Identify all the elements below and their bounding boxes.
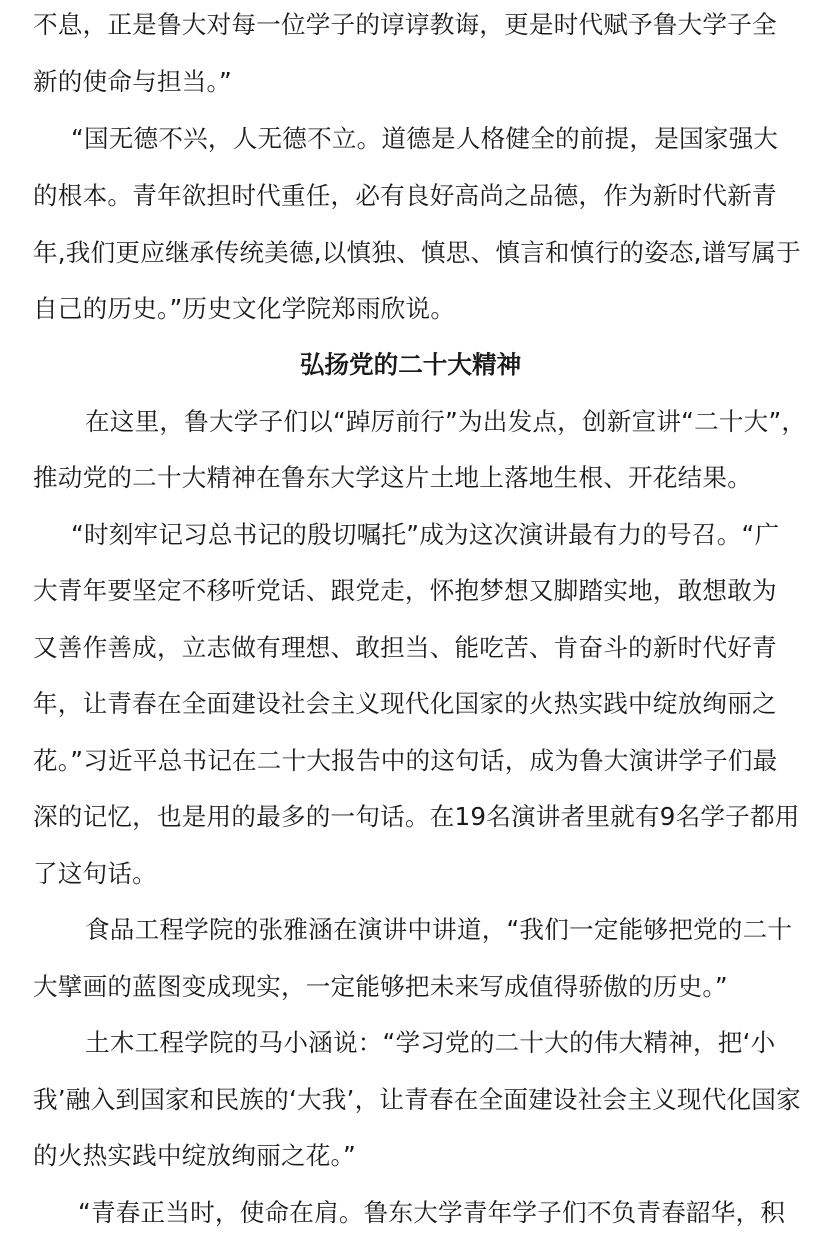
- body-line: 又善作善成，立志做有理想、敢担当、能吃苦、肯奋斗的新时代好青: [33, 633, 777, 662]
- body-line: 的根本。青年欲担时代重任，必有良好高尚之品德，作为新时代新青: [33, 181, 777, 210]
- body-line: 年，让青春在全面建设社会主义现代化国家的火热实践中绽放绚丽之: [33, 689, 777, 718]
- section-heading: 弘扬党的二十大精神: [299, 350, 522, 379]
- body-line: 推动党的二十大精神在鲁东大学这片土地上落地生根、开花结果。: [33, 463, 753, 492]
- body-line: 大青年要坚定不移听党话、跟党走，怀抱梦想又脚踏实地，敢想敢为: [33, 576, 777, 605]
- body-line: 花。”习近平总书记在二十大报告中的这句话，成为鲁大演讲学子们最: [33, 746, 778, 775]
- paragraph-start-line: 在这里，鲁大学子们以“踔厉前行”为出发点，创新宣讲“二十大”，: [85, 407, 807, 436]
- body-line: 了这句话。: [33, 859, 157, 888]
- body-line: 的火热实践中绽放绚丽之花。”: [33, 1141, 356, 1170]
- paragraph-start-line: 食品工程学院的张雅涵在演讲中讲道，“我们一定能够把党的二十: [85, 915, 793, 944]
- body-line: 年,我们更应继承传统美德,以慎独、慎思、慎言和慎行的姿态,谱写属于: [33, 238, 801, 267]
- body-line: 自己的历史。”历史文化学院郑雨欣说。: [33, 294, 456, 323]
- body-line: 新的使命与担当。”: [33, 67, 232, 96]
- body-line: 深的记忆，也是用的最多的一句话。在19名演讲者里就有9名学子都用: [33, 802, 800, 831]
- paragraph-start-line: “时刻牢记习总书记的殷切嘱托”成为这次演讲最有力的号召。“广: [71, 520, 780, 549]
- body-line: 不息，正是鲁大对每一位学子的谆谆教诲，更是时代赋予鲁大学子全: [33, 10, 777, 39]
- paragraph-start-line: 土木工程学院的马小涵说：“学习党的二十大的伟大精神，把‘小: [85, 1028, 776, 1057]
- paragraph-start-line: “国无德不兴，人无德不立。道德是人格健全的前提，是国家强大: [71, 124, 779, 153]
- body-line: 我’融入到国家和民族的‘大我’，让青春在全面建设社会主义现代化国家: [33, 1085, 801, 1114]
- paragraph-start-line: “青春正当时，使命在肩。鲁东大学青年学子们不负青春韶华，积: [78, 1198, 786, 1227]
- body-line: 大擘画的蓝图变成现实，一定能够把未来写成值得骄傲的历史。”: [33, 972, 728, 1001]
